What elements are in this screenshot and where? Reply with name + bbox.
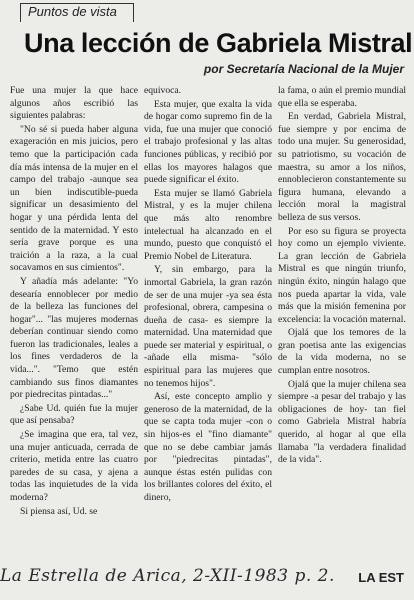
handwritten-source-note: La Estrella de Arica, 2-XII-1983 p. 2. [0,566,335,586]
article-title: Una lección de Gabriela Mistral [24,28,413,58]
paragraph: Esta mujer se llamó Gabriela Mistral, y es la mujer chilena que más alto renombre intelectual ha alcanzado en el mundo, puesto que conquistó el Premio Nobel de Literatura. [144,187,272,262]
paragraph: Esta mujer, que exalta la vida de hogar como supremo fin de la vida, fue una mujer que conoció el trabajo profesional y las altas funciones públicas, y recibió por ellas los mayores halagos que puede significar el éxito. [144,98,272,186]
paragraph: la fama, o aún el premio mundial que ella se esperaba. [278,85,406,109]
section-label: Puntos de vista [28,4,117,19]
archive-stamp: LA EST [358,570,404,585]
article-byline: por Secretaría Nacional de la Mujer [203,62,404,76]
paragraph: Si piensa así, Ud. se [20,505,98,517]
paragraph: Por eso su figura se proyecta hoy como un ejemplo viviente. La gran lección de Gabriela Mistral es que ningún triunfo, ningún éxito, ningún halago que nos pueda apartar la vida, vale más que la misión femenina por excelencia: la vocación maternal. [278,225,406,325]
article-column-1 [10,85,138,565]
article-column-2 [144,85,272,565]
article-column-3 [278,85,406,565]
paragraph: Y, sin embargo, para la inmortal Gabriela, la gran razón de ser de una mujer -ya sea ésta profesional, obrera, campesina o dueña de casa- es siempre la maternidad. Una maternidad que puede ser material y espiritual, o -añade ella misma- "sólo espiritual para las mujeres que no tenemos hijos". [144,264,272,389]
paragraph: Fue una mujer la que hace algunos años escribió las siguientes palabras: [10,85,138,122]
paragraph: En verdad, Gabriela Mistral, fue siempre y por encima de todo una mujer. Su generosidad, su patriotismo, su vocación de maestra, su amor a los niños, ennoblecieron constantemente su figura humana, elevando a lección moral la magistral belleza de sus versos. [278,111,406,223]
paragraph: Ojalá que la mujer chilena sea siempre -a pesar del trabajo y las obligaciones de hoy- tan fiel como Gabriela Mistral habría querido, al hogar al que ella llamaba "la verdadera finalidad de la vida". [278,378,406,466]
paragraph: ¿Se imagina que era, tal vez, una mujer anticuada, cerrada de criterio, metida entre las cuatro paredes de su casa, y ajena a todas las inquietudes de la vida moderna? [10,429,138,503]
paragraph: Así, este concepto amplio y generoso de la maternidad, de la que se capta toda mujer -con o sin hijos-es el "fino diamante" que no se debe cambiar jamás por "piedrecitas pintadas", aunque éstas estén pulidas con los brillantes colores del éxito, el dinero, [144,391,272,503]
paragraph: equivoca. [144,85,182,96]
paragraph: Y añadía más adelante: "Yo desearía ennoblecer por medio de la belleza las funciones del hogar"... "las mujeres modernas deberían continuar siendo como fueron las tradicionales, leales a los fines verdaderos de la vida...". "Temo que estén cambiando sus finos diamantes por piedrecitas pintadas..." [10,275,138,401]
paragraph: "No sé si pueda haber alguna exageración en mis juicios, pero temo que la participación cada día más intensa de la mujer en el campo del trabajo -aunque sea un bien indiscutible-pueda significar un desasimiento del hogar y una pérdida lenta del sentido de la maternidad. Y esto sería grave porque es una traición a la raza, a la cual socavamos en sus cimientos". [10,123,138,274]
paragraph: Ojalá que los temores de la gran poetisa ante las exigencias de la vida moderna, no se cumplan entre nosotros. [278,327,406,377]
paragraph: ¿Sabe Ud. quién fue la mujer que así pensaba? [10,402,138,427]
